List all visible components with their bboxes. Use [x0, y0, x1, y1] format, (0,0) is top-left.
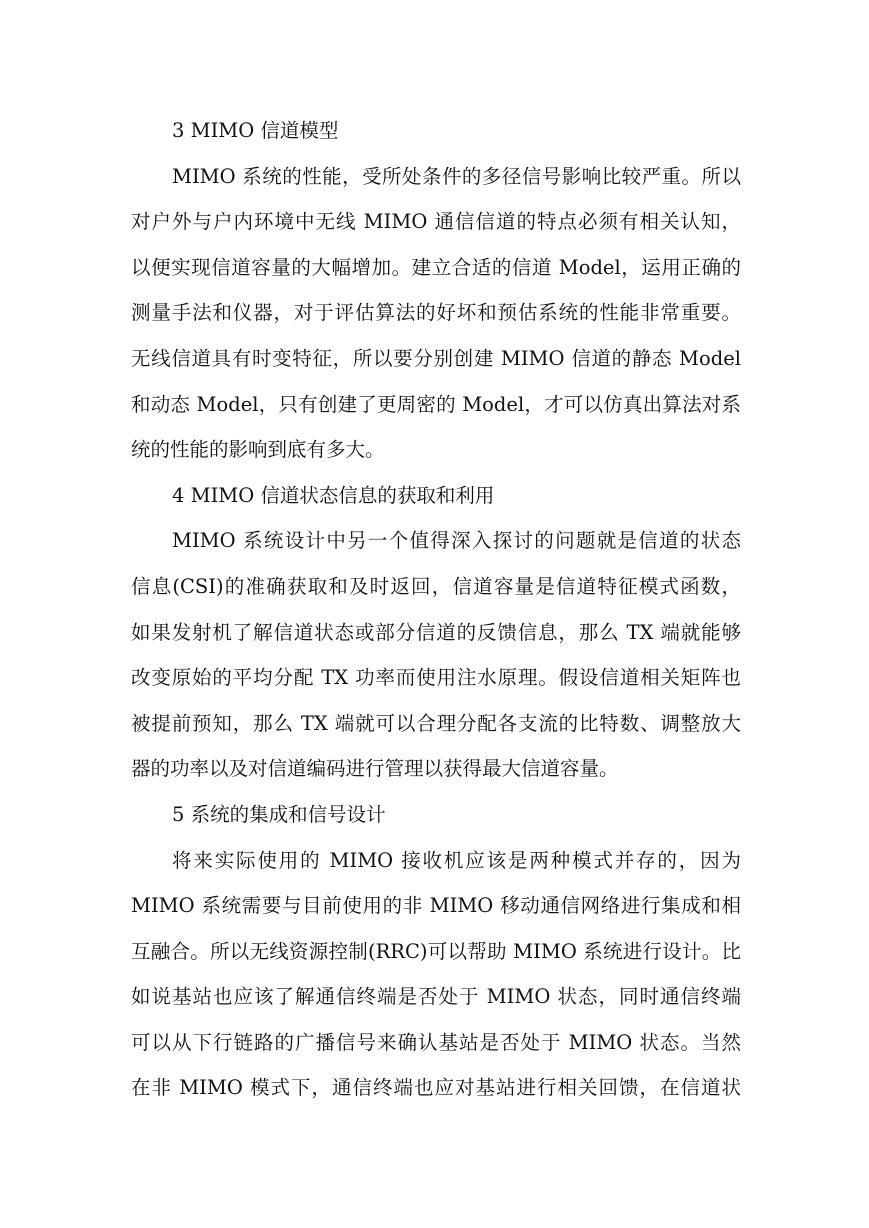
paragraph-line: 将来实际使用的 MIMO 接收机应该是两种模式并存的，因为	[172, 848, 741, 872]
paragraph-line: 互融合。所以无线资源控制(RRC)可以帮助 MIMO 系统进行设计。比	[131, 939, 741, 963]
paragraph-line: 改变原始的平均分配 TX 功率而使用注水原理。假设信道相关矩阵也	[131, 666, 741, 690]
paragraph-line: MIMO 系统设计中另一个值得深入探讨的问题就是信道的状态	[172, 529, 741, 553]
section-heading-5: 5 系统的集成和信号设计	[172, 802, 386, 826]
paragraph-line: MIMO 系统的性能，受所处条件的多径信号影响比较严重。所以	[172, 164, 741, 188]
paragraph-line: MIMO 系统需要与目前使用的非 MIMO 移动通信网络进行集成和相	[131, 894, 741, 918]
paragraph-line: 统的性能的影响到底有多大。	[131, 438, 385, 462]
section-heading-4: 4 MIMO 信道状态信息的获取和利用	[172, 483, 495, 507]
paragraph-line: 和动态 Model，只有创建了更周密的 Model，才可以仿真出算法对系	[131, 392, 741, 416]
paragraph-line: 对户外与户内环境中无线 MIMO 通信信道的特点必须有相关认知，	[131, 210, 741, 234]
paragraph-line: 无线信道具有时变特征，所以要分别创建 MIMO 信道的静态 Model	[131, 346, 741, 370]
paragraph-line: 测量手法和仪器，对于评估算法的好坏和预估系统的性能非常重要。	[131, 301, 741, 325]
paragraph-line: 如果发射机了解信道状态或部分信道的反馈信息，那么 TX 端就能够	[131, 620, 741, 644]
paragraph-line: 以便实现信道容量的大幅增加。建立合适的信道 Model，运用正确的	[131, 255, 741, 279]
paragraph-line: 被提前预知，那么 TX 端就可以合理分配各支流的比特数、调整放大	[131, 711, 741, 735]
paragraph-line: 信息(CSI)的准确获取和及时返回，信道容量是信道特征模式函数，	[131, 574, 741, 598]
paragraph-line: 在非 MIMO 模式下，通信终端也应对基站进行相关回馈，在信道状	[131, 1076, 741, 1100]
body-text	[131, 108, 741, 1111]
section-heading-3: 3 MIMO 信道模型	[172, 119, 339, 142]
paragraph-line: 可以从下行链路的广播信号来确认基站是否处于 MIMO 状态。当然	[131, 1030, 741, 1054]
paragraph-line: 如说基站也应该了解通信终端是否处于 MIMO 状态，同时通信终端	[131, 985, 741, 1009]
paragraph-line: 器的功率以及对信道编码进行管理以获得最大信道容量。	[131, 757, 619, 781]
